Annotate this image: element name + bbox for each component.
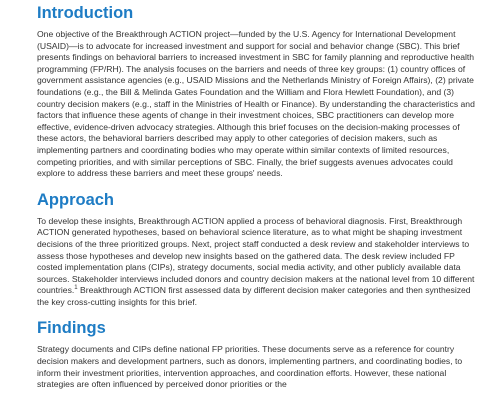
introduction-section [37, 3, 477, 180]
approach-text-part-1: To develop these insights, Breakthrough ACTION applied a process of behavioral diagnosis. First, Breakthrough ACTION generated hypotheses, based on behavioral science literature, as to what might be shaping investment decisions of the three prioritized groups. Next, project staff conducted a desk review and stakeholder interviews to assess those hypotheses and develop new insights based on the gathered data. The desk review included FP costed implementation plans (CIPs), strategy documents, social media activity, and other publicly available data sources. Stakeholder interviews included donors and country decision makers at the national level from 10 different countries. [37, 215, 475, 296]
findings-heading: Findings [37, 319, 106, 338]
findings-section [37, 318, 477, 390]
approach-paragraph [37, 216, 477, 309]
approach-text-part-2: Breakthrough ACTION first assessed data by different decision maker categories and then synthesized the key cross-cutting insights for this brief. [37, 285, 471, 307]
introduction-paragraph: One objective of the Breakthrough ACTION project—funded by the U.S. Agency for International Development (USAID)—is to advocate for increased investment and support for social and behavior change (SBC). This brief presents findings on behavioral barriers to increased investment in SBC for family planning and reproductive health programming (FP/RH). The analysis focuses on the barriers and needs of three key groups: (1) country offices of government assistance agencies (e.g., USAID Missions and the Netherlands Ministry of Foreign Affairs), (2) private foundations (e.g., the Bill & Melinda Gates Foundation and the William and Flora Hewlett Foundation), and (3) country decision makers (e.g., staff in the Ministries of Health or Finance). By understanding the characteristics and factors that influence these agents of change in their investment choices, SBC practitioners can develop more effective, evidence-driven advocacy strategies. Although this brief focuses on the decision-making processes of these actors, the behavioral barriers described may apply to other categories of decision makers, such as implementing partners and coordinating bodies who may operate within similar contexts of limited resources, competing priorities, and with similar perceptions of SBC. Finally, the brief suggests avenues advocates could explore to address these barriers and meet these groups' needs. [37, 29, 475, 179]
footnote-marker: 1 [74, 285, 78, 292]
approach-heading: Approach [37, 190, 115, 209]
introduction-heading: Introduction [37, 4, 134, 22]
approach-section [37, 190, 477, 309]
findings-paragraph: Strategy documents and CIPs define national FP priorities. These documents serve as a reference for country decision makers and development partners, such as donors, implementing partners, and coordinating bodies, to inform their investment priorities, intervention approaches, and coordination efforts. However, these national strategies are often influenced by perceived donor priorities or the [37, 344, 463, 390]
